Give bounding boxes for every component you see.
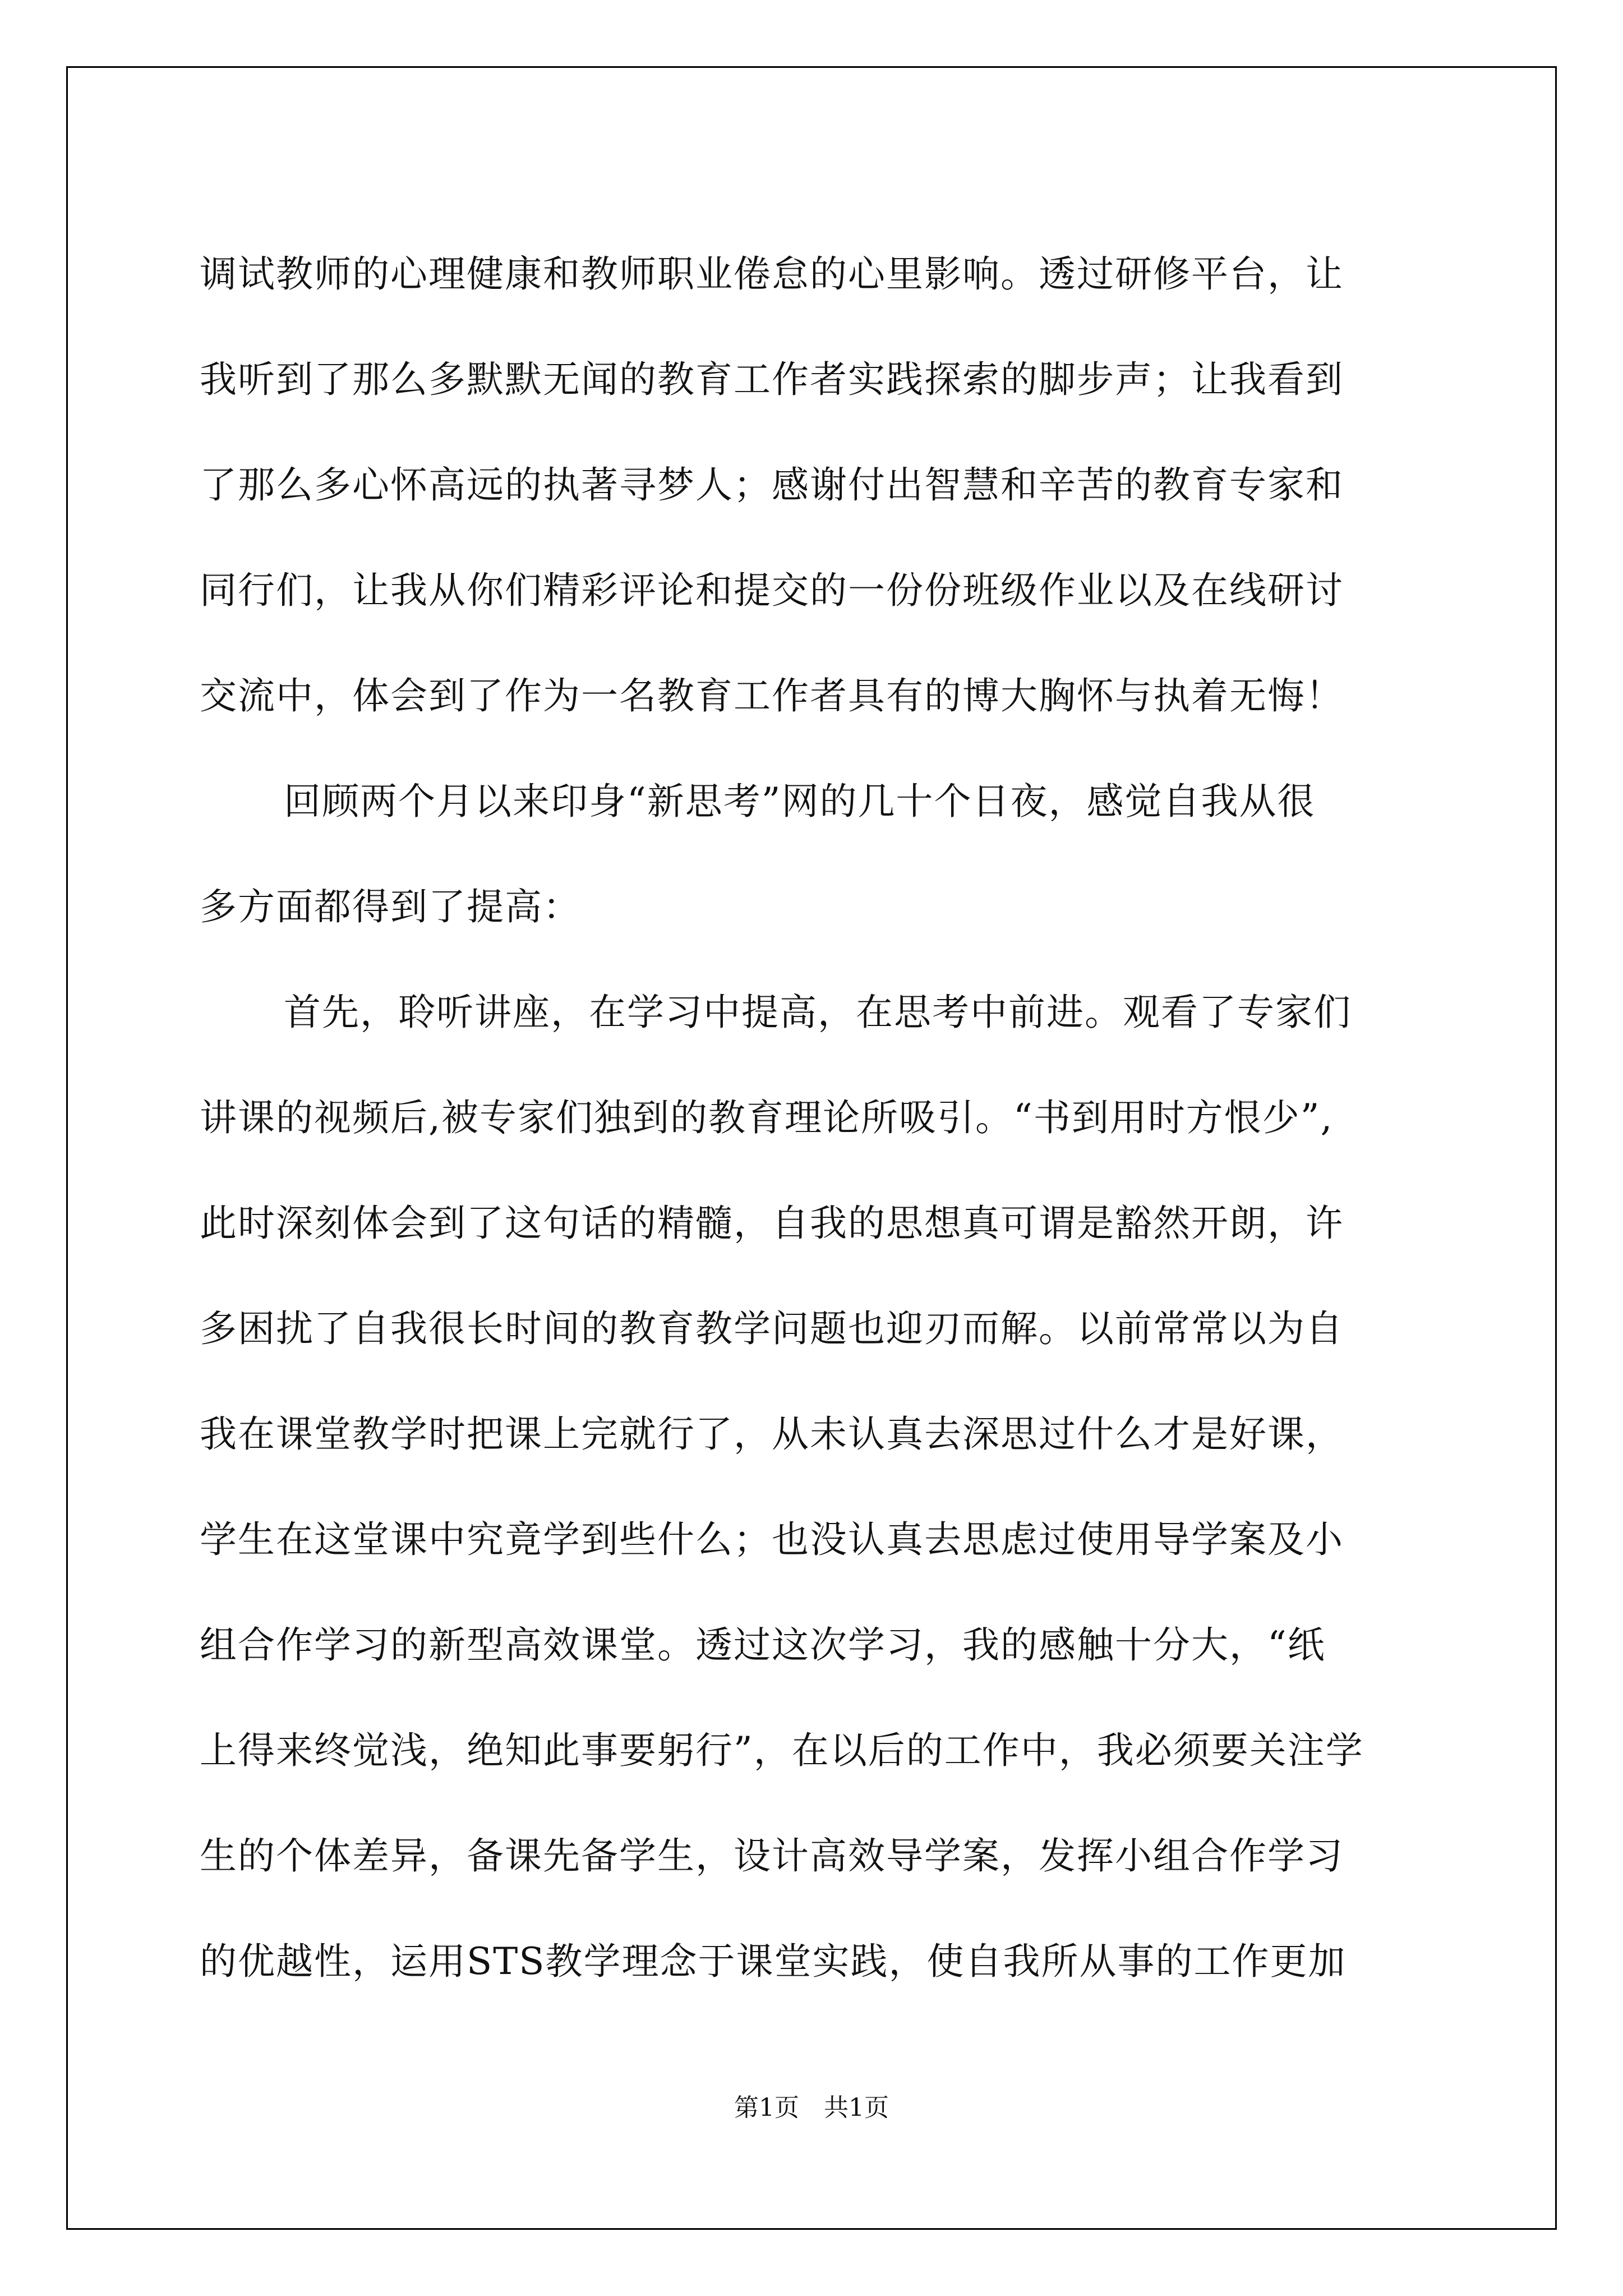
text-line: 学生在这堂课中究竟学到些什么；也没认真去思虑过使用导学案及小 (200, 1518, 1344, 1561)
text-line: 调试教师的心理健康和教师职业倦怠的心里影响。透过研修平台，让 (200, 252, 1344, 296)
text-line: 多困扰了自我很长时间的教育教学问题也迎刃而解。以前常常以为自 (200, 1307, 1344, 1350)
paragraph-start-line: 首先，聆听讲座，在学习中提高，在思考中前进。观看了专家们 (284, 991, 1352, 1034)
text-line: 的优越性，运用STS教学理念于课堂实践，使自我所从事的工作更加 (200, 1940, 1347, 1983)
text-line: 生的个体差异，备课先备学生，设计高效导学案，发挥小组合作学习 (200, 1834, 1344, 1878)
text-line: 同行们，让我从你们精彩评论和提交的一份份班级作业以及在线研讨 (200, 569, 1344, 612)
text-line: 组合作学习的新型高效课堂。透过这次学习，我的感触十分大，“纸 (200, 1623, 1326, 1667)
text-line: 此时深刻体会到了这句话的精髓，自我的思想真可谓是豁然开朗，许 (200, 1202, 1344, 1245)
text-line: 讲课的视频后,被专家们独到的教育理论所吸引。“书到用时方恨少”, (200, 1096, 1334, 1139)
document-body (200, 222, 1433, 2014)
page-number-footer: 第1页 共1页 (734, 2093, 889, 2122)
text-line: 了那么多心怀高远的执著寻梦人；感谢付出智慧和辛苦的教育专家和 (200, 463, 1344, 507)
text-line: 多方面都得到了提高： (200, 885, 581, 928)
text-line: 上得来终觉浅，绝知此事要躬行”，在以后的工作中，我必须要关注学 (200, 1729, 1364, 1772)
text-line: 我听到了那么多默默无闻的教育工作者实践探索的脚步声；让我看到 (200, 358, 1344, 401)
paragraph-start-line: 回顾两个月以来印身“新思考”网的几十个日夜，感觉自我从很 (284, 780, 1316, 823)
text-line: 我在课堂教学时把课上完就行了，从未认真去深思过什么才是好课， (200, 1412, 1344, 1456)
text-line: 交流中，体会到了作为一名教育工作者具有的博大胸怀与执着无悔！ (200, 674, 1344, 717)
